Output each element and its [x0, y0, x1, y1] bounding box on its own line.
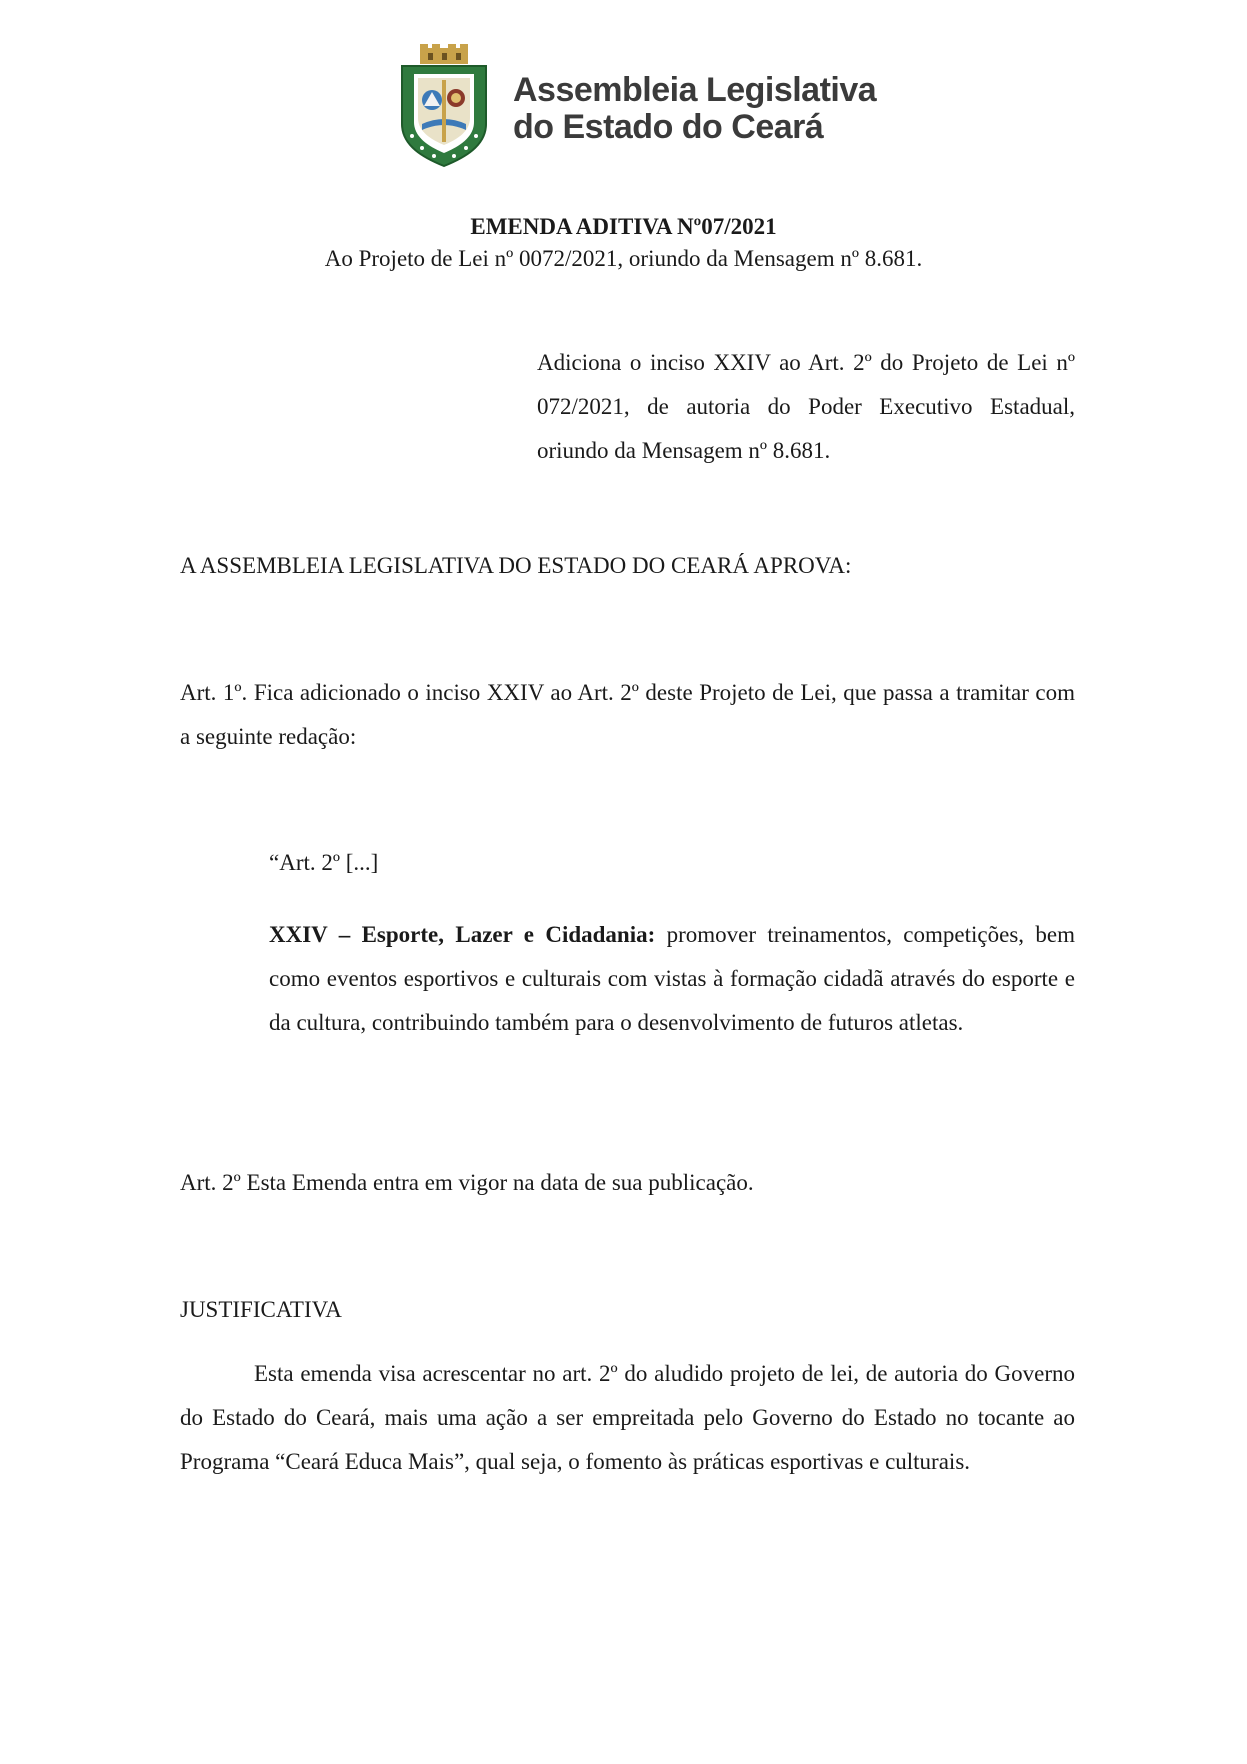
justification-heading: JUSTIFICATIVA [180, 1297, 342, 1322]
letterhead [398, 44, 877, 170]
document-title: EMENDA ADITIVA Nº07/2021 [470, 214, 777, 239]
organization-name-line-1: Assembleia Legislativa [513, 71, 877, 109]
document-subtitle: Ao Projeto de Lei nº 0072/2021, oriundo da Mensagem nº 8.681. [324, 246, 923, 271]
inciso-label: XXIV – Esporte, Lazer e Cidadania: [269, 922, 656, 947]
approval-statement: A ASSEMBLEIA LEGISLATIVA DO ESTADO DO CEARÁ APROVA: [180, 553, 852, 578]
organization-name [513, 72, 876, 146]
justification-text: Esta emenda visa acrescentar no art. 2º do aludido projeto de lei, de autoria do Governo do Estado do Ceará, mais uma ação a ser empreitada pelo Governo do Estado no tocante ao Programa “Ceará Educa Mais”, qual seja, o fomento às práticas esportivas e culturais. [180, 1361, 1075, 1474]
inciso-xxiv [269, 913, 1075, 1045]
state-coat-of-arms-icon [398, 44, 490, 168]
organization-name-line-2: do Estado do Ceará [513, 108, 824, 146]
article-2: Art. 2º Esta Emenda entra em vigor na data de sua publicação. [180, 1170, 754, 1195]
article-1: Art. 1º. Fica adicionado o inciso XXIV ao Art. 2º deste Projeto de Lei, que passa a tramitar com a seguinte redação: [180, 680, 1075, 749]
ementa-summary: Adiciona o inciso XXIV ao Art. 2º do Projeto de Lei nº 072/2021, de autoria do Poder Executivo Estadual, oriundo da Mensagem nº 8.681. [537, 350, 1075, 463]
quoted-article-head: “Art. 2º [...] [269, 850, 379, 875]
inciso-text: promover treinamentos, competições, bem como eventos esportivos e culturais com vistas à formação cidadã através do esporte e da cultura, contribuindo também para o desenvolvimento de futuros atletas. [269, 922, 1075, 1035]
